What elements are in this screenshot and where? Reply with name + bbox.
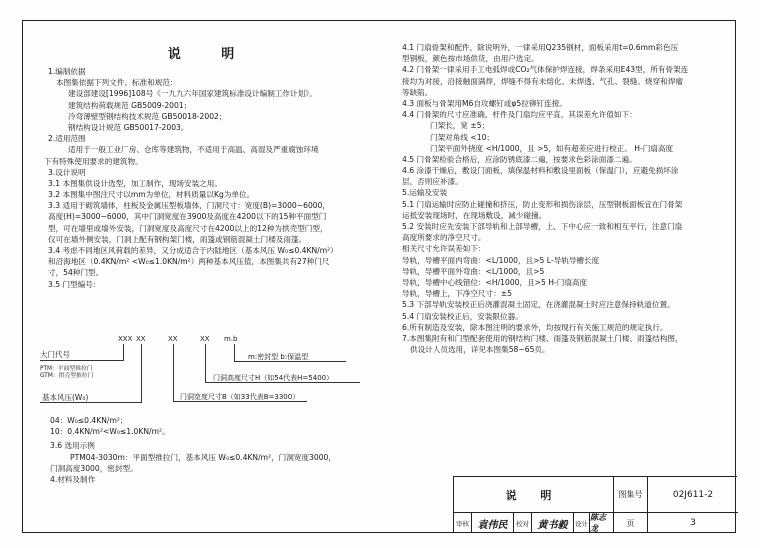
text-line: 4.5 门骨架检验合格后，应涂防锈底漆二遍，按要求色彩涂面漆二遍。 [402, 154, 637, 164]
text-line: 导轨，导槽平面内弯曲：<L/1000，且>5 L-导轨导槽长度 [402, 255, 600, 265]
text-line: 导轨，导槽中心线错位：<H/1000，且>5 H-门扇高度 [402, 277, 588, 287]
text-line: 运抵安装现场时，在现场敷设，减少碰撞。 [402, 210, 547, 220]
text-line: 4.4 门骨架的尺寸应准确，杆件及门扇均应平直，其误差允许值如下： [402, 110, 637, 120]
text-line: 钢结构设计规范 GB50017-2003。 [68, 122, 189, 132]
wind-option: 04：W₀≤0.4KN/m²； [50, 416, 128, 425]
text-line: 5.2 安装时应先安装下部导轨和上部导槽，上、下中心应一致和相互平行，注意门扇 [402, 222, 683, 231]
text-line: 适用于一般工业厂房、仓库等建筑物，不适用于高温、高湿及严重腐蚀环境 [68, 145, 319, 155]
text-line: 层，否则应补漆。 [402, 177, 463, 187]
text-line: PTM04-3030m：平面型推拉门，基本风压 W₀≤0.4KN/m²，门洞宽度3000， [70, 452, 336, 462]
page-title: 说 明 [167, 47, 253, 62]
text-line: 导轨，导槽上，下净空尺寸：±5 [402, 289, 512, 299]
text-line: 4.1 门扇骨架和配件，除说明外，一律采用Q235钢材，面板采用t=0.6mm彩色压 [402, 43, 679, 52]
section-3-5-heading: 3.5 门型编号： [48, 279, 101, 289]
code-xxx: XXX [118, 335, 133, 343]
code-xx-height: XX [200, 335, 210, 343]
text-line: 门架长，宽 ±5； [430, 121, 490, 131]
text-line: 和沿海地区（0.4KN/m² <W₀≤1.0KN/m²）两种基本风压值，本图集共有27种门尺 [48, 257, 330, 267]
text-line: 3.2 本图集中图注尺寸以mm为单位，材料质量以Kg为单位。 [48, 190, 255, 200]
section-5-heading: 5.运输及安装 [402, 188, 448, 198]
text-line: 高度所要求的净空尺寸。 [402, 233, 486, 243]
atlas-label: 图集号 [614, 477, 648, 513]
text-line: 型钢板，颜色按市场供货，由用户选定。 [402, 54, 539, 64]
width-label: 门洞宽度尺寸B（如33代表B=3300） [180, 393, 300, 401]
title-block [453, 476, 737, 533]
check-label: 校对 [514, 513, 532, 533]
code-xx-wind: XX [136, 335, 146, 343]
wind-pressure-label: 基本风压(W₀) [42, 393, 89, 402]
section-7: 7.本图集附有和门型配套使用的钢结构门楼、雨篷及钢筋混凝土门楼、雨篷结构图， [402, 333, 683, 343]
text-line: 5.1 门扇运输时应防止碰撞和挤压，防止变形和损伤涂层，压型钢板面板宜在门骨架 [402, 199, 683, 209]
text-line: 3.4 考虑不同地区风荷载的差异，又分成适合于内陆地区（基本风压 W₀≤0.4KN/m²） [48, 246, 338, 255]
text-line: 门架平面外挠度 <H/1000，且 >5，如有超差应进行校正。 H-门扇高度 [430, 143, 674, 153]
text-line: 等缺陷。 [402, 87, 433, 97]
atlas-number: 02J611-2 [648, 477, 738, 513]
section-6: 6.所有制造及安装，除本图注明的要求外，均按现行有关施工规范的规定执行。 [402, 322, 668, 332]
text-line: 本图集依据下列文件、标准和规范： [56, 78, 178, 88]
code-mb: m.b [224, 335, 238, 343]
text-line: 下有特殊使用要求的建筑物。 [44, 156, 143, 166]
height-label: 门洞高度尺寸H（如54代表H=5400） [213, 374, 334, 382]
text-line: 5.4 门扇安装校正后，安装限位器。 [402, 311, 523, 321]
text-line: 门架对角线 <10； [430, 132, 495, 142]
wind-option: 10：0.4KN/m²<W₀≤1.0KN/m²。 [50, 427, 170, 437]
text-line: 高度(H)=3000~6000，其中门洞宽度在3900及高度在4200以下的15种平面型门 [48, 212, 327, 222]
text-line: 相关尺寸允许误差如下： [402, 244, 486, 254]
text-line: 4.2 门骨架一律采用手工电弧焊或CO₂气体保护焊连接，焊条采用E43型，所有骨架连 [402, 65, 689, 75]
text-line: 3.3 适用于砌筑墙体，柱板及金属压型板墙体，门洞尺寸：宽度(B)=3000~6000， [48, 201, 331, 211]
page-number: 3 [690, 518, 696, 528]
section-4-heading: 4.材料及制作 [50, 474, 96, 484]
left-column-tail [50, 415, 336, 485]
door-code-label: 大门代号 [40, 350, 70, 359]
page-label: 页 [614, 513, 648, 533]
design-label: 设计 [574, 513, 590, 533]
review-label: 审核 [454, 513, 472, 533]
text-line: 供设计人员选用，详见本图集58~65页。 [410, 345, 550, 355]
code-xx-width: XX [168, 335, 178, 343]
section-1-heading: 1.编制依据 [48, 67, 86, 76]
right-column [402, 42, 688, 355]
review-signature: 袁伟民 [472, 513, 514, 533]
left-column [44, 66, 338, 290]
door-code-diagram [40, 335, 390, 410]
design-signature: 陈志龙 [590, 513, 614, 533]
text-line: 4.6 涂漆干燥后，敷设门面板，填保温材料和敷设里面板（保温门），应避免损坏涂 [402, 166, 679, 176]
section-2-heading: 2.适用范围 [48, 134, 86, 144]
text-line: 5.3 下部导轨安装校正后浇灌混凝土固定，在浇灌混凝土时应注意保持轨道位置。 [402, 300, 675, 310]
text-line: 仅可在墙外侧安装，门洞上配有钢构架门楼，雨篷或钢筋混凝土门楼及雨篷。 [48, 234, 307, 244]
text-line: 导轨，导槽平面外弯曲：<L/1000，且>5 [402, 266, 545, 276]
text-line: 冷弯薄壁型钢结构技术规范 GB50018-2002； [68, 111, 227, 121]
text-line: 接均为对接，沿接触面满焊，焊缝不得有未熔化、未焊透、气孔、裂缝、烧穿和焊瘤 [402, 76, 683, 86]
text-line: 建设部建设[1996]108号《一九九六年国家建筑标准设计编制工作计划》。 [68, 89, 317, 99]
door-code-option: PTM：平面型推拉门 [40, 366, 93, 372]
mb-label: m:密封型 b:保温型 [248, 353, 309, 361]
check-signature: 黄书毅 [532, 513, 574, 533]
text-line: 3.1 本图集供设计选型，加工制作，现场安装之用。 [48, 178, 222, 188]
text-line: 型，可在墙里或墙外安装，门洞宽度及高度尺寸在4200以上的12种为拱壳型门型， [48, 223, 328, 233]
text-line: 寸，54种门型。 [48, 268, 104, 278]
text-line: 4.3 面板与骨架用M6自攻螺钉或φ5拉铆钉连接。 [402, 98, 567, 108]
text-line: 门洞高度3000，密封型。 [50, 463, 138, 473]
title-block-title: 说 明 [454, 477, 614, 513]
section-3-6-heading: 3.6 选用示例 [50, 441, 95, 451]
door-code-option: GTM：拱壳型推拉门 [40, 373, 94, 379]
text-line: 建筑结构荷载规范 GB5009-2001； [68, 100, 192, 110]
section-3-heading: 3.设计说明 [48, 167, 86, 177]
